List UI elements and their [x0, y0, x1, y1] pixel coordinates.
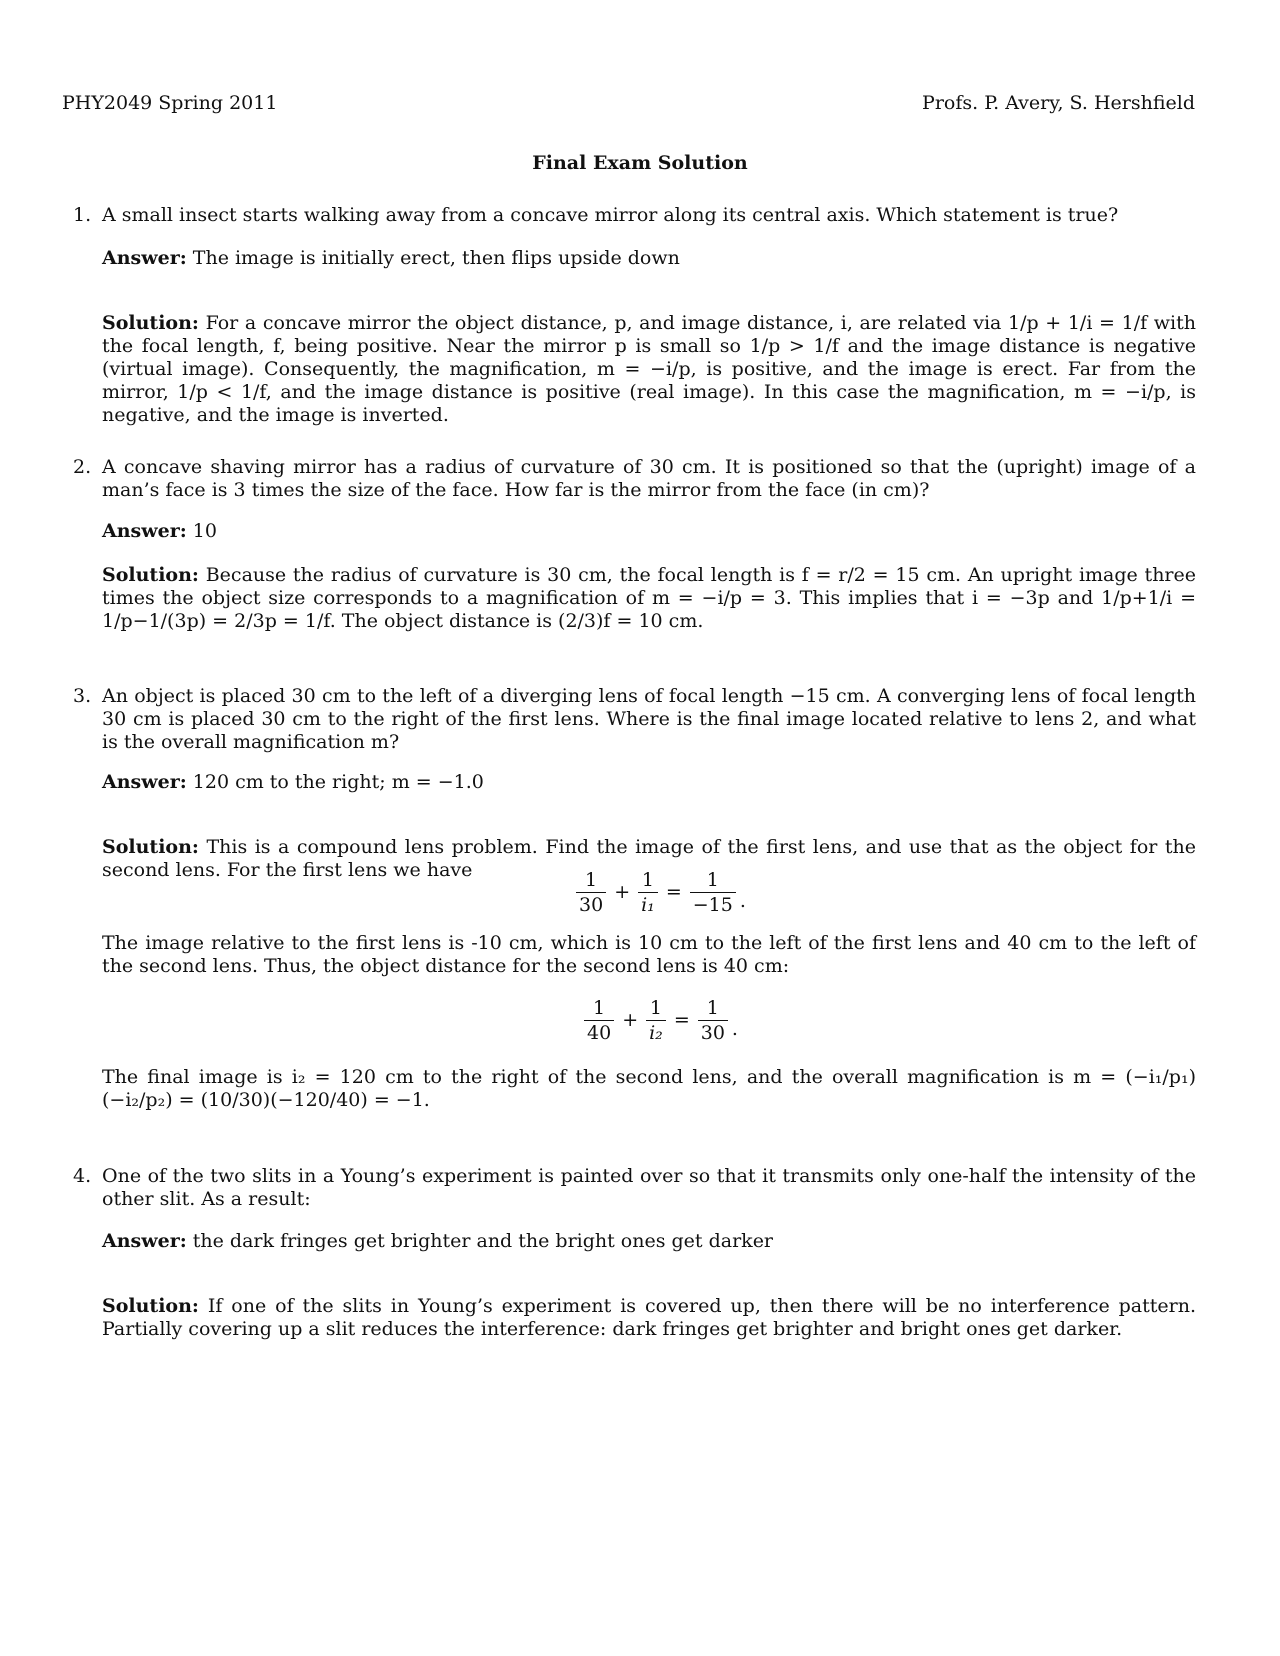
numerator: 1 — [593, 997, 606, 1019]
question-4 — [73, 1165, 1196, 1211]
question-text: An object is placed 30 cm to the left of a diverging lens of focal length −15 cm. A converging lens of focal length 30 cm is placed 30 cm to the right of the first lens. Where is the final image located relative to lens 2, and what is the overall magnification m? — [102, 685, 1196, 753]
period: . — [739, 890, 746, 912]
equals-sign: = — [673, 1009, 690, 1031]
answer-text: The image is initially erect, then flips upside down — [192, 247, 680, 269]
period: . — [731, 1018, 738, 1040]
fraction — [584, 996, 614, 1045]
question-3 — [73, 685, 1196, 754]
answer-label: Answer: — [102, 1230, 187, 1252]
numerator: 1 — [641, 869, 654, 891]
solution-label: Solution: — [102, 564, 199, 586]
numerator: 1 — [649, 997, 662, 1019]
solution-2 — [102, 564, 1196, 633]
fraction — [690, 868, 736, 917]
denominator: −15 — [690, 892, 736, 917]
question-number: 2. — [73, 456, 92, 478]
solution-4 — [102, 1295, 1196, 1341]
question-1 — [73, 204, 1196, 227]
answer-text: the dark fringes get brighter and the bright ones get darker — [192, 1230, 774, 1252]
denominator: i₁ — [638, 892, 658, 917]
denominator: 30 — [576, 892, 606, 917]
fraction — [646, 996, 666, 1045]
denominator: i₂ — [646, 1020, 666, 1045]
question-text: A concave shaving mirror has a radius of curvature of 30 cm. It is positioned so that the (upright) image of a man’s face is 3 times the size of the face. How far is the mirror from the face (in cm)? — [102, 456, 1196, 501]
equals-sign: = — [665, 881, 682, 903]
lens-equation-1 — [572, 868, 746, 917]
solution-text: This is a compound lens problem. Find the image of the first lens, and use that as the object for the second lens. For the first lens we have — [102, 836, 1196, 881]
answer-1 — [102, 247, 1196, 270]
question-number: 4. — [73, 1165, 92, 1187]
plus-sign: + — [622, 1009, 639, 1031]
denominator: 30 — [698, 1020, 728, 1045]
answer-2 — [102, 520, 1196, 543]
answer-label: Answer: — [102, 247, 187, 269]
question-number: 3. — [73, 685, 92, 707]
solution-text: Because the radius of curvature is 30 cm, the focal length is f = r/2 = 15 cm. An upright image three times the object size corresponds to a magnification of m = −i/p = 3. This implies that i = −3p and 1/p+1/i = 1/p−1/(3p) = 2/3p = 1/f. The object distance is (2/3)f = 10 cm. — [102, 564, 1196, 632]
solution-text: For a concave mirror the object distance, p, and image distance, i, are related via 1/p + 1/i = 1/f with the focal length, f, being positive. Near the mirror p is small so 1/p > 1/f and the image distance is negative (virtual image). Consequently, the magnification, m = −i/p, is positive, and the image is erect. Far from the mirror, 1/p < 1/f, and the image distance is positive (real image). In this case the magnification, m = −i/p, is negative, and the image is inverted. — [102, 312, 1196, 426]
question-text: A small insect starts walking away from a concave mirror along its central axis. Which statement is true? — [102, 204, 1119, 226]
question-text: One of the two slits in a Young’s experiment is painted over so that it transmits only one-half the intensity of the other slit. As a result: — [102, 1165, 1196, 1210]
fraction — [698, 996, 728, 1045]
lens-equation-2 — [580, 996, 738, 1045]
question-number: 1. — [73, 204, 92, 226]
answer-label: Answer: — [102, 520, 187, 542]
question-2 — [73, 456, 1196, 502]
solution-3-part-2 — [102, 932, 1196, 978]
solution-text: The final image is i₂ = 120 cm to the right of the second lens, and the overall magnification is m = (−i₁/p₁)(−i₂/p₂) = (10/30)(−120/40) = −1. — [102, 1066, 1196, 1111]
answer-text: 120 cm to the right; m = −1.0 — [192, 771, 484, 793]
numerator: 1 — [706, 997, 719, 1019]
solution-label: Solution: — [102, 312, 199, 334]
course-header: PHY2049 Spring 2011 — [62, 92, 278, 114]
solution-1 — [102, 312, 1196, 427]
answer-4 — [102, 1230, 1196, 1253]
solution-text: If one of the slits in Young’s experiment is covered up, then there will be no interference pattern. Partially covering up a slit reduces the interference: dark fringes get brighter and bright ones get darker. — [102, 1295, 1196, 1340]
solution-label: Solution: — [102, 1295, 199, 1317]
professors-header: Profs. P. Avery, S. Hershfield — [922, 92, 1195, 114]
page-title: Final Exam Solution — [532, 152, 748, 174]
solution-text: The image relative to the first lens is -10 cm, which is 10 cm to the left of the first lens and 40 cm to the left of the second lens. Thus, the object distance for the second lens is 40 cm: — [102, 932, 1196, 977]
denominator: 40 — [584, 1020, 614, 1045]
answer-label: Answer: — [102, 771, 187, 793]
numerator: 1 — [706, 869, 719, 891]
fraction — [576, 868, 606, 917]
solution-label: Solution: — [102, 836, 199, 858]
answer-text: 10 — [192, 520, 217, 542]
solution-3-part-3 — [102, 1066, 1196, 1112]
plus-sign: + — [614, 881, 631, 903]
numerator: 1 — [585, 869, 598, 891]
answer-3 — [102, 771, 1196, 794]
fraction — [638, 868, 658, 917]
